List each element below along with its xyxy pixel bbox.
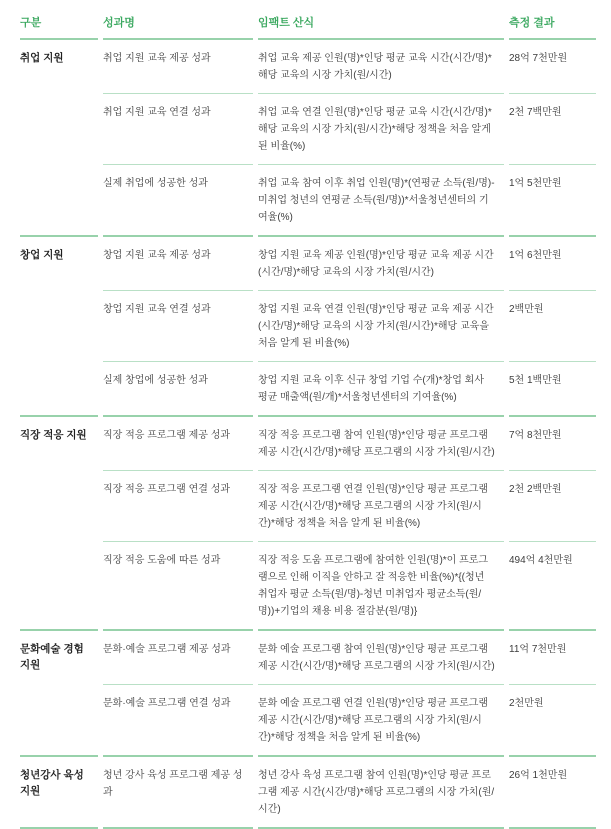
header-row — [20, 8, 596, 40]
table-row — [20, 93, 596, 164]
result-cell: 7억 8천만원 — [509, 415, 596, 470]
header-result: 측정 결과 — [509, 8, 596, 40]
table-row — [20, 415, 596, 470]
impact-formula-cell: 창업 지원 교육 연결 인원(명)*인당 평균 교육 제공 시간(시간/명)*해당 교육의 시장 가치(원/시간)*해당 교육을 처음 알게 된 비율(%) — [258, 290, 504, 361]
performance-name-cell: 직장 적응 프로그램 제공 성과 — [103, 415, 253, 470]
result-cell: 11억 7천만원 — [509, 629, 596, 684]
table-row — [20, 470, 596, 541]
impact-formula-cell: 직장 적응 프로그램 참여 인원(명)*인당 평균 프로그램 제공 시간(시간/명)*해당 프로그램의 시장 가치(원/시간) — [258, 415, 504, 470]
performance-name-cell: 직장 적응 도움에 따른 성과 — [103, 541, 253, 629]
impact-formula-cell: 창업 지원 교육 이후 신규 창업 기업 수(개)*창업 회사 평균 매출액(원/개)*서울청년센터의 기여율(%) — [258, 361, 504, 415]
table-row — [20, 40, 596, 93]
result-cell: 2백만원 — [509, 290, 596, 361]
impact-formula-cell: 취업 교육 참여 이후 취업 인원(명)*(연평균 소득(원/명)-미취업 청년의 연평균 소득(원/명))*서울청년센터의 기여율(%) — [258, 164, 504, 235]
performance-name-cell: 직장 적응 프로그램 연결 성과 — [103, 470, 253, 541]
table-row — [20, 629, 596, 684]
category-cell: 창업 지원 — [20, 235, 98, 415]
impact-formula-cell: 직장 적응 프로그램 연결 인원(명)*인당 평균 프로그램 제공 시간(시간/명)*해당 프로그램의 시장 가치(원/시간)*해당 정책을 처음 알게 된 비율(%) — [258, 470, 504, 541]
impact-formula-cell: 직장 적응 도움 프로그램에 참여한 인원(명)*이 프로그램으로 인해 이직을 안하고 잘 적응한 비율(%)*{(청년 취업자 평균 소득(원/명)-청년 미취업자 평균소득(원/명))+기업의 채용 비용 절감분(원/명)} — [258, 541, 504, 629]
impact-formula-cell: 창업 지원 교육 제공 인원(명)*인당 평균 교육 제공 시간(시간/명)*해당 교육의 시장 가치(원/시간) — [258, 235, 504, 290]
performance-name-cell: 청년 강사 육성 프로그램 제공 성과 — [103, 755, 253, 829]
performance-name-cell: 실제 창업에 성공한 성과 — [103, 361, 253, 415]
table-row — [20, 361, 596, 415]
performance-name-cell: 문화·예술 프로그램 제공 성과 — [103, 629, 253, 684]
impact-formula-cell: 문화 예술 프로그램 참여 인원(명)*인당 평균 프로그램 제공 시간(시간/명)*해당 프로그램의 시장 가치(원/시간) — [258, 629, 504, 684]
result-cell: 5천 1백만원 — [509, 361, 596, 415]
category-cell: 직장 적응 지원 — [20, 415, 98, 629]
performance-name-cell: 취업 지원 교육 연결 성과 — [103, 93, 253, 164]
category-cell: 문화예술 경험 지원 — [20, 629, 98, 755]
impact-formula-cell: 청년 강사 육성 프로그램 참여 인원(명)*인당 평균 프로그램 제공 시간(시간/명)*해당 프로그램의 시장 가치(원/시간) — [258, 755, 504, 829]
performance-name-cell: 문화·예술 프로그램 연결 성과 — [103, 684, 253, 755]
impact-measurement-table — [15, 8, 601, 829]
result-cell: 1억 6천만원 — [509, 235, 596, 290]
table-row — [20, 290, 596, 361]
result-cell: 28억 7천만원 — [509, 53, 568, 64]
table-row — [20, 684, 596, 755]
impact-formula-cell: 취업 교육 제공 인원(명)*인당 평균 교육 시간(시간/명)*해당 교육의 시장 가치(원/시간) — [258, 53, 492, 81]
result-cell: 1억 5천만원 — [509, 164, 596, 235]
performance-name-cell: 창업 지원 교육 연결 성과 — [103, 290, 253, 361]
result-cell: 2천만원 — [509, 684, 596, 755]
performance-name-cell: 실제 취업에 성공한 성과 — [103, 164, 253, 235]
performance-name-cell: 창업 지원 교육 제공 성과 — [103, 235, 253, 290]
impact-formula-cell: 취업 교육 연결 인원(명)*인당 평균 교육 시간(시간/명)*해당 교육의 시장 가치(원/시간)*해당 정책을 처음 알게 된 비율(%) — [258, 93, 504, 164]
result-cell: 26억 1천만원 — [509, 755, 596, 829]
impact-formula-cell: 문화 예술 프로그램 연결 인원(명)*인당 평균 프로그램 제공 시간(시간/명)*해당 프로그램의 시장 가치(원/시간)*해당 정책을 처음 알게 된 비율(%) — [258, 684, 504, 755]
category-cell: 취업 지원 — [20, 52, 64, 64]
result-cell: 494억 4천만원 — [509, 541, 596, 629]
table-row — [20, 164, 596, 235]
result-cell: 2천 7백만원 — [509, 93, 596, 164]
header-performance-name: 성과명 — [103, 8, 253, 40]
header-category: 구분 — [20, 8, 98, 40]
category-cell: 청년강사 육성 지원 — [20, 755, 98, 829]
table-row — [20, 541, 596, 629]
header-impact-formula: 임팩트 산식 — [258, 8, 504, 40]
result-cell: 2천 2백만원 — [509, 470, 596, 541]
performance-name-cell: 취업 지원 교육 제공 성과 — [103, 53, 211, 64]
table-row — [20, 235, 596, 290]
table-row — [20, 755, 596, 829]
